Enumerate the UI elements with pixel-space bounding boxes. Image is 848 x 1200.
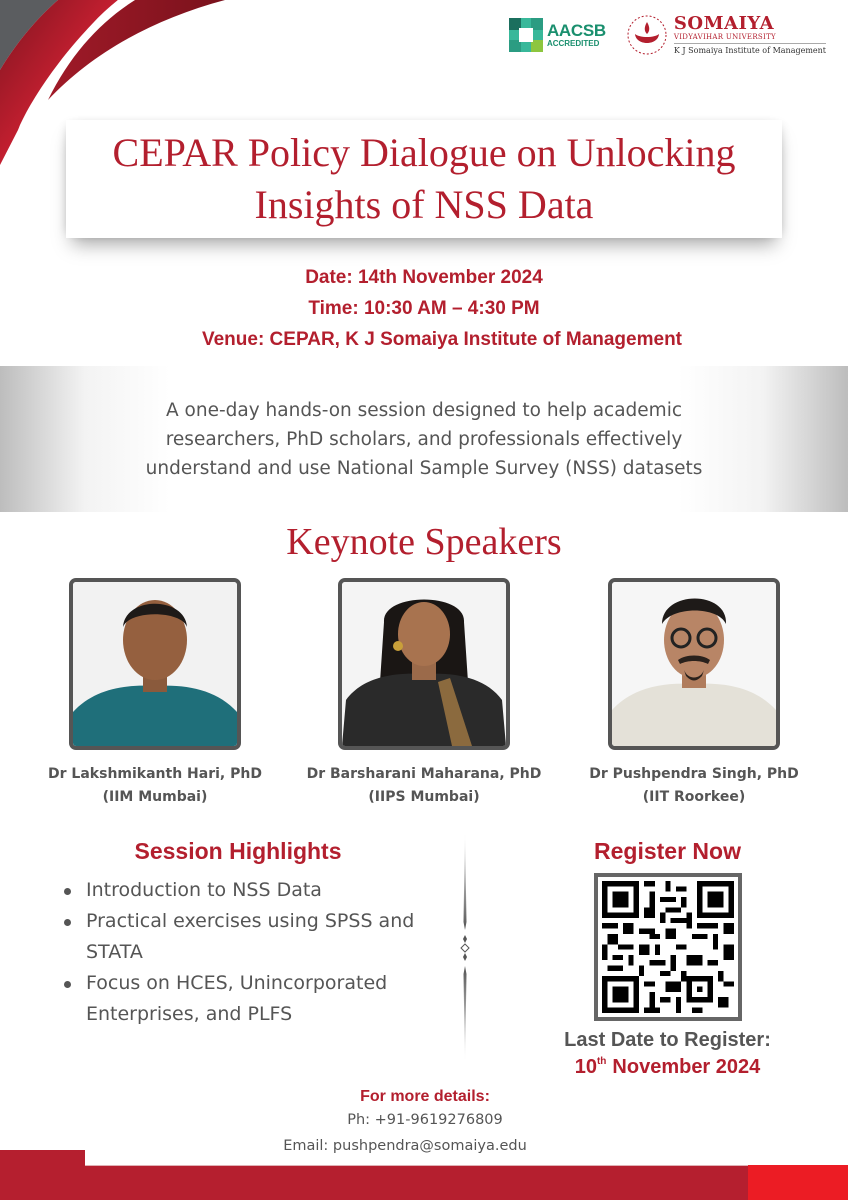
registration-qr-code[interactable] <box>594 873 742 1021</box>
register-heading: Register Now <box>594 838 741 864</box>
qr-code-icon <box>602 881 734 1013</box>
speaker-name: Dr Barsharani Maharana, PhD <box>306 766 542 782</box>
speaker-card <box>294 578 554 808</box>
speaker-name: Dr Lakshmikanth Hari, PhD <box>48 766 262 782</box>
speaker-affiliation: (IIPS Mumbai) <box>368 789 480 805</box>
speaker-photo <box>69 578 241 750</box>
person-portrait-icon <box>73 582 237 746</box>
speaker-name: Dr Pushpendra Singh, PhD <box>589 766 799 782</box>
speaker-card <box>25 578 285 808</box>
aacsb-title: AACSB <box>546 21 606 40</box>
description-line-1: A one-day hands-on session designed to help academic <box>165 399 683 421</box>
last-date-label: Last Date to Register: <box>564 1029 771 1051</box>
description-line-2: researchers, PhD scholars, and professionals effectively <box>165 428 683 450</box>
person-portrait-icon <box>342 582 506 746</box>
contact-heading: For more details: <box>360 1088 490 1105</box>
contact-phone[interactable]: Ph: +91-9619276809 <box>347 1112 503 1128</box>
somaiya-institute: K J Somaiya Institute of Management <box>673 45 826 55</box>
aacsb-subtitle: ACCREDITED <box>546 39 600 48</box>
highlights-heading: Session Highlights <box>134 838 342 864</box>
last-date-value: 10th November 2024 <box>574 1056 761 1078</box>
keynote-heading: Keynote Speakers <box>286 521 562 563</box>
session-highlights <box>60 838 450 1030</box>
highlight-item: Introduction to NSS Data <box>60 875 450 906</box>
aacsb-emblem-icon <box>509 18 543 52</box>
event-time: Time: 10:30 AM – 4:30 PM <box>308 298 540 319</box>
event-details <box>0 262 848 355</box>
aacsb-logo <box>509 18 606 52</box>
event-title-line-2: Insights of NSS Data <box>254 182 594 227</box>
event-date: Date: 14th November 2024 <box>305 267 543 288</box>
footer-band-left <box>0 1150 85 1200</box>
register-section <box>545 838 790 1079</box>
speaker-affiliation: (IIT Roorkee) <box>642 789 746 805</box>
somaiya-name: SOMAIYA <box>673 12 775 34</box>
speaker-photo <box>338 578 510 750</box>
footer-band <box>85 1165 748 1200</box>
description-band <box>0 366 848 512</box>
event-venue: Venue: CEPAR, K J Somaiya Institute of Management <box>201 329 683 350</box>
header-logos <box>509 14 826 56</box>
highlight-item: Focus on HCES, Unincorporated Enterprises, and PLFS <box>60 968 450 1030</box>
contact-email[interactable]: Email: pushpendra@somaiya.edu <box>283 1138 527 1154</box>
somaiya-university: VIDYAVIHAR UNIVERSITY <box>674 34 826 44</box>
description-line-3: understand and use National Sample Survey (NSS) datasets <box>145 457 703 479</box>
speaker-card <box>564 578 824 808</box>
speaker-affiliation: (IIM Mumbai) <box>102 789 208 805</box>
person-portrait-icon <box>612 582 776 746</box>
speaker-photo <box>608 578 780 750</box>
somaiya-logo <box>626 14 826 56</box>
highlight-item: Practical exercises using SPSS and STATA <box>60 906 450 968</box>
event-title-box <box>66 120 782 238</box>
somaiya-lamp-emblem-icon <box>626 14 668 56</box>
highlights-list <box>60 875 450 1030</box>
ornamental-divider-icon <box>455 832 475 1062</box>
contact-details <box>283 1086 550 1160</box>
footer-band-accent <box>748 1165 848 1200</box>
event-title-line-1: CEPAR Policy Dialogue on Unlocking <box>112 130 736 175</box>
